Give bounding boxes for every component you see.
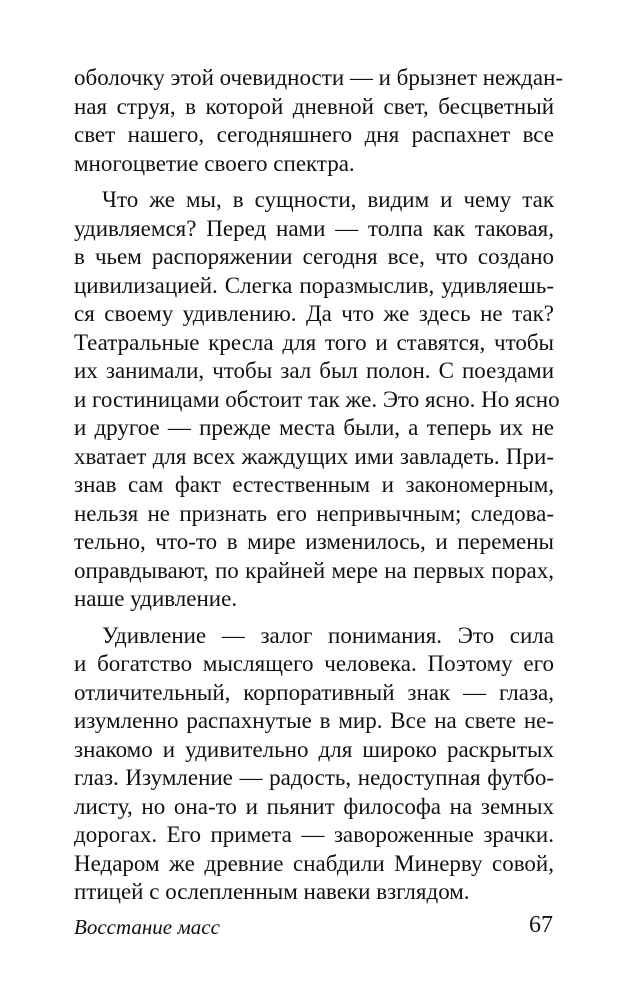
page-number: 67 bbox=[529, 912, 553, 938]
text-line: Удивление — залог понимания. Это сила bbox=[102, 622, 554, 648]
paragraph-2 bbox=[74, 186, 560, 614]
text-line: Театральные кресла для того и ставятся, чтобы bbox=[74, 329, 554, 355]
text-line: листу, но она-то и пьянит философа на земных bbox=[74, 793, 554, 819]
paragraph-1 bbox=[74, 64, 564, 178]
text-line: глаз. Изумление — радость, недоступная футбо- bbox=[74, 765, 554, 790]
text-line: тельно, что-то в мире изменилось, и перемены bbox=[74, 529, 554, 554]
text-line: свет нашего, сегодняшнего дня распахнет все bbox=[74, 122, 554, 147]
text-line: знав сам факт естественным и закономерным, bbox=[74, 472, 554, 497]
text-line: и богатство мыслящего человека. Поэтому его bbox=[74, 651, 554, 676]
text-line: оболочку этой очевидности — и брызнет неждан- bbox=[74, 65, 564, 90]
text-line: и другое — прежде места были, а теперь их не bbox=[74, 415, 554, 440]
text-line: дорогах. Его примета — завороженные зрачки. bbox=[74, 822, 554, 847]
text-line: многоцветие своего спектра. bbox=[74, 150, 355, 176]
text-line: удивляемся? Перед нами — толпа как таковая, bbox=[74, 215, 554, 241]
text-line: в чьем распоряжении сегодня все, что создано bbox=[74, 244, 554, 269]
text-line: отличительный, корпоративный знак — глаза, bbox=[74, 679, 554, 705]
paragraph-3 bbox=[74, 622, 554, 907]
text-line: ная струя, в которой дневной свет, бесцветный bbox=[74, 93, 554, 119]
text-line: птицей с ослепленным навеки взглядом. bbox=[74, 879, 470, 904]
running-footer-title: Восстание масс bbox=[74, 915, 220, 939]
text-line: оправдывают, по крайней мере на первых порах, bbox=[74, 557, 554, 583]
text-line: изумленно распахнутые в мир. Все на свете не- bbox=[74, 708, 554, 733]
text-line: наше удивление. bbox=[74, 586, 238, 611]
text-line: ся своему удивлению. Да что же здесь не так? bbox=[74, 301, 554, 326]
text-line: нельзя не признать его непривычным; следова- bbox=[74, 500, 554, 526]
text-line: цивилизацией. Слегка поразмыслив, удивляешь- bbox=[74, 272, 554, 298]
text-line: хватает для всех жаждущих ими завладеть. При- bbox=[74, 443, 554, 469]
text-line: Что же мы, в сущности, видим и чему так bbox=[102, 187, 554, 212]
text-line: Недаром же древние снабдили Минерву совой, bbox=[74, 850, 554, 876]
text-line: и гостиницами обстоит так же. Это ясно. Но ясно bbox=[74, 386, 560, 412]
text-line: знакомо и удивительно для широко раскрытых bbox=[74, 736, 554, 762]
body-text bbox=[74, 64, 564, 907]
text-line: их занимали, чтобы зал был полон. С поездами bbox=[74, 358, 554, 383]
